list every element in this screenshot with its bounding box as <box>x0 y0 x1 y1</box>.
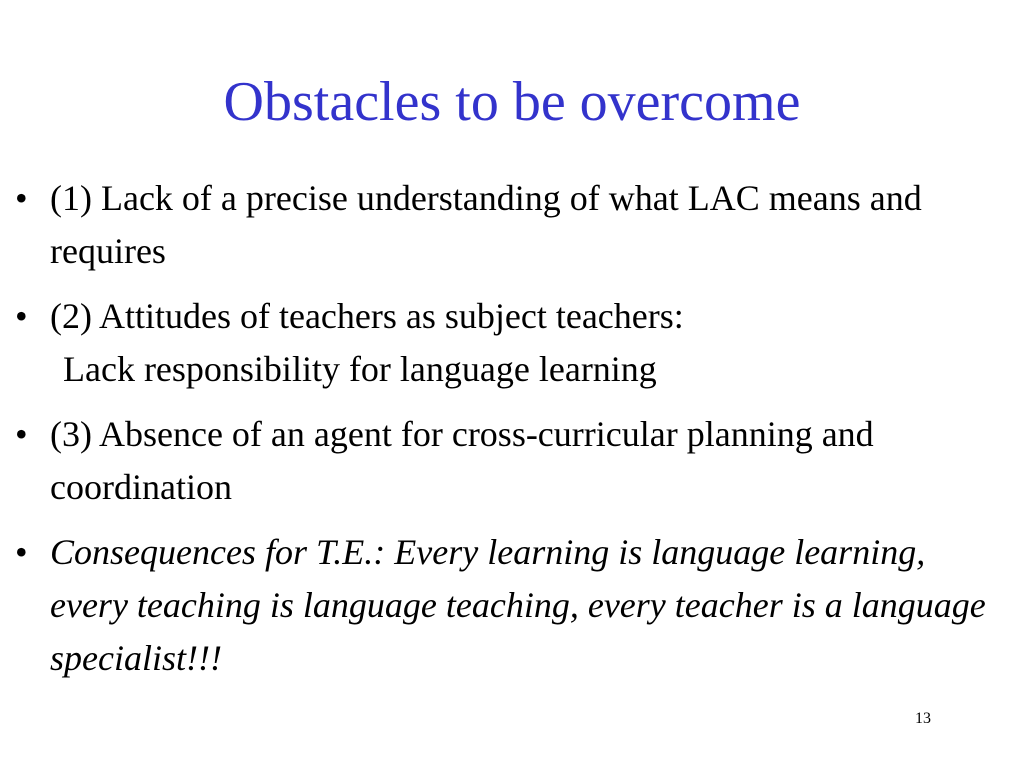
bullet-text-emphasis: Consequences for T.E.: Every learning is language learning, every teaching is language teaching, every teacher is a language specialist!!! <box>50 532 986 678</box>
bullet-item-3 <box>15 408 1005 514</box>
page-number: 13 <box>915 710 931 727</box>
bullet-text: (1) Lack of a precise understanding of what LAC means and requires <box>50 178 922 271</box>
bullet-icon: • <box>15 532 28 572</box>
bullet-item-4 <box>15 526 1005 685</box>
bullet-text: (3) Absence of an agent for cross-curricular planning and coordination <box>50 414 874 507</box>
bullet-item-2 <box>15 290 1005 396</box>
bullet-text: (2) Attitudes of teachers as subject teachers: <box>50 296 684 336</box>
bullet-icon: • <box>15 178 28 218</box>
bullet-icon: • <box>15 296 28 336</box>
slide-title: Obstacles to be overcome <box>223 71 801 133</box>
bullet-list <box>15 172 1005 697</box>
bullet-item-1 <box>15 172 1005 278</box>
bullet-subtext: Lack responsibility for language learning <box>63 349 657 389</box>
bullet-icon: • <box>15 414 28 454</box>
